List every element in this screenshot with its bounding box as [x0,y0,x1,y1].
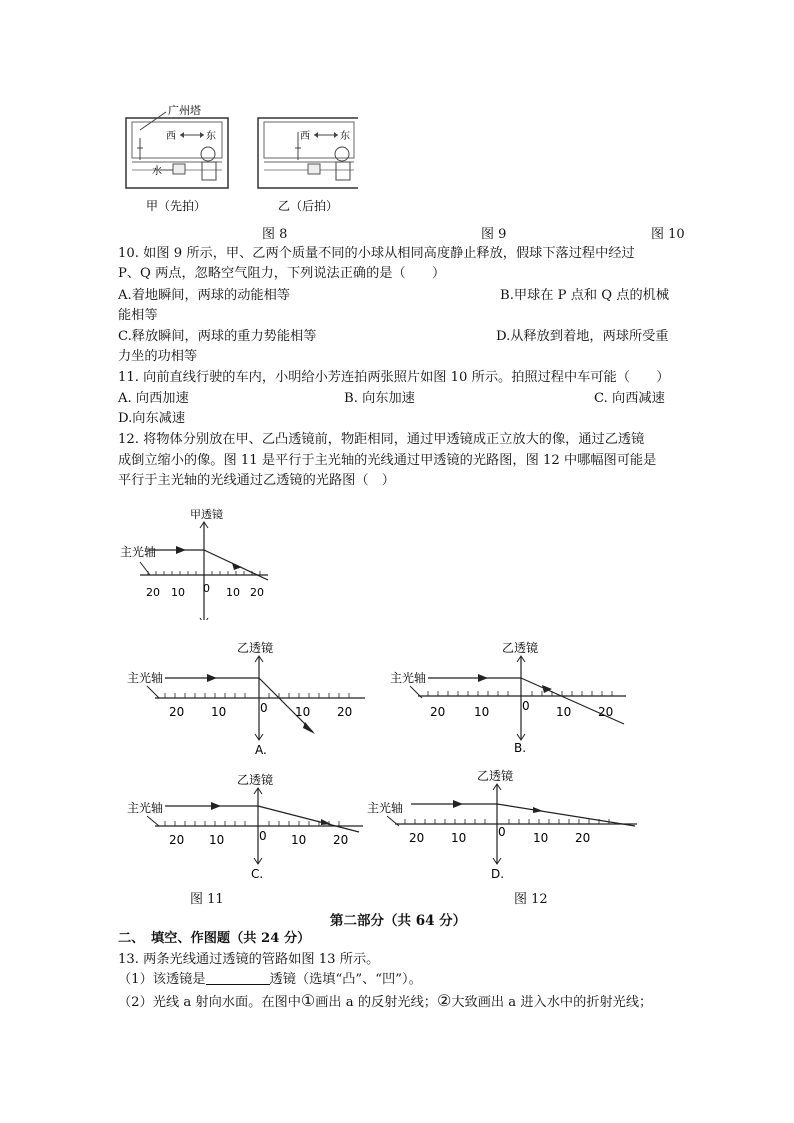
lens-yi-label-b: 乙透镜 [502,641,539,655]
fig11-tick-5: 20 [250,586,264,599]
photo-first [126,112,228,188]
fig10-label: 图 10 [651,227,685,242]
opt-c-tick-4: 10 [291,833,307,847]
opt-d-tick-2: 10 [451,831,467,845]
q12-stem-line2: 成倒立缩小的像。图 11 是平行于主光轴的光线通过甲透镜的光路图，图 12 中哪幅图可能是 [118,453,657,468]
tower-label: 广州塔 [168,104,201,117]
axis-label-a: 主光轴 [127,671,164,685]
q13-stem: 13. 两条光线通过透镜的管路如图 13 所示。 [118,952,380,967]
opt-d-tick-4: 10 [533,831,549,845]
axis-label-d: 主光轴 [367,801,404,815]
option-c-diagram [125,768,375,886]
east-label: 东 [206,131,216,142]
q10-option-c: C.释放瞬间，两球的重力势能相等 [118,329,317,344]
q10-stem-line2: P、Q 两点，忽略空气阻力，下列说法正确的是（ ） [118,266,446,281]
lens-yi-label-a: 乙透镜 [237,641,274,655]
opt-a-tick-2: 10 [211,705,227,719]
q10-option-a: A.着地瞬间，两球的动能相等 [118,288,290,303]
q13-sub1-suffix: 透镜（选填“凸”、“凹”）。 [269,972,422,987]
opt-a-tick-5: 20 [337,705,353,719]
west-label: 西 [166,131,176,142]
option-c-letter: C. [251,867,264,881]
option-d-letter: D. [491,867,505,881]
photo-figures [118,100,358,225]
q11-option-a: A. 向西加速 [118,391,189,406]
lens-yi-label-c: 乙透镜 [237,773,274,787]
opt-b-tick-1: 20 [430,705,446,719]
answer-blank[interactable] [206,971,270,985]
opt-d-tick-1: 20 [409,831,425,845]
opt-c-tick-1: 20 [169,833,185,847]
opt-b-tick-5: 20 [598,705,614,719]
lens-yi-label-d: 乙透镜 [477,769,514,783]
opt-a-tick-1: 20 [169,705,185,719]
q13-sub2 [118,991,652,1013]
q10-option-d: D.从释放到着地，两球所受重 [496,329,669,344]
fig9-label: 图 9 [481,227,507,242]
opt-b-tick-3: 0 [522,699,530,713]
part2-heading: 第二部分（共 64 分） [330,913,467,929]
opt-a-tick-3: 0 [260,701,268,715]
lens-jia-label: 甲透镜 [190,508,223,521]
fig11-tick-1: 20 [146,586,160,599]
axis-label-c: 主光轴 [127,801,164,815]
opt-d-tick-5: 20 [575,831,591,845]
opt-c-tick-2: 10 [209,833,225,847]
circle-two: ② [436,991,452,1010]
q12-stem-line1: 12. 将物体分别放在甲、乙凸透镜前，物距相同，通过甲透镜成正立放大的像，通过乙透镜 [118,432,645,447]
opt-b-tick-4: 10 [556,705,572,719]
opt-c-tick-3: 0 [259,829,267,843]
q10-option-b: B.甲球在 P 点和 Q 点的机械 [500,288,670,303]
water-label: 水 [152,166,162,177]
option-b-diagram [388,636,638,761]
fig12-label: 图 12 [514,892,548,907]
q13-sub2-middle: 画出 a 的反射光线； [315,995,437,1010]
q10-stem-line1: 10. 如图 9 所示，甲、乙两个质量不同的小球从相同高度静止释放，假球下落过程中经过 [118,246,635,261]
east-label-2: 东 [340,131,350,142]
caption-second: 乙（后拍） [278,199,339,213]
west-label-2: 西 [300,131,310,142]
q13-sub1-prefix: （1）该透镜是 [118,972,206,987]
fig11-tick-3: 0 [203,582,210,595]
opt-b-tick-2: 10 [474,705,490,719]
q11-option-b: B. 向东加速 [344,391,415,406]
axis-label-b: 主光轴 [390,671,427,685]
fig11-diagram [118,500,288,620]
option-a-letter: A. [255,743,267,757]
opt-c-tick-5: 20 [333,833,349,847]
q11-option-c: C. 向西减速 [594,391,665,406]
option-a-diagram [125,636,375,761]
fig11-tick-4: 10 [226,586,240,599]
fig11-label: 图 11 [190,892,224,907]
photo-second [258,118,358,188]
option-d-diagram [365,764,645,886]
q11-option-d: D.向东减速 [118,411,186,426]
q13-sub2-suffix: 大致画出 a 进入水中的折射光线； [451,995,653,1010]
fig8-label: 图 8 [262,227,288,242]
axis-label: 主光轴 [120,545,157,559]
option-b-letter: B. [514,741,527,755]
circle-one: ① [300,991,316,1010]
caption-first: 甲（先拍） [146,199,207,213]
q10-option-b-cont: 能相等 [118,308,158,323]
opt-d-tick-3: 0 [498,825,506,839]
section2-heading: 二、 填空、作图题（共 24 分） [118,931,311,946]
q12-stem-line3: 平行于主光轴的光线通过乙透镜的光路图（ ） [118,473,395,488]
fig11-tick-2: 10 [171,586,185,599]
q13-sub1 [118,970,422,990]
q11-stem: 11. 向前直线行驶的车内，小明给小芳连拍两张照片如图 10 所示。拍照过程中车可能（ ） [118,370,670,385]
q13-sub2-prefix: （2）光线 a 射向水面。在图中 [118,995,301,1010]
q10-option-d-cont: 力坐的功相等 [118,349,198,364]
opt-a-tick-4: 10 [295,705,311,719]
